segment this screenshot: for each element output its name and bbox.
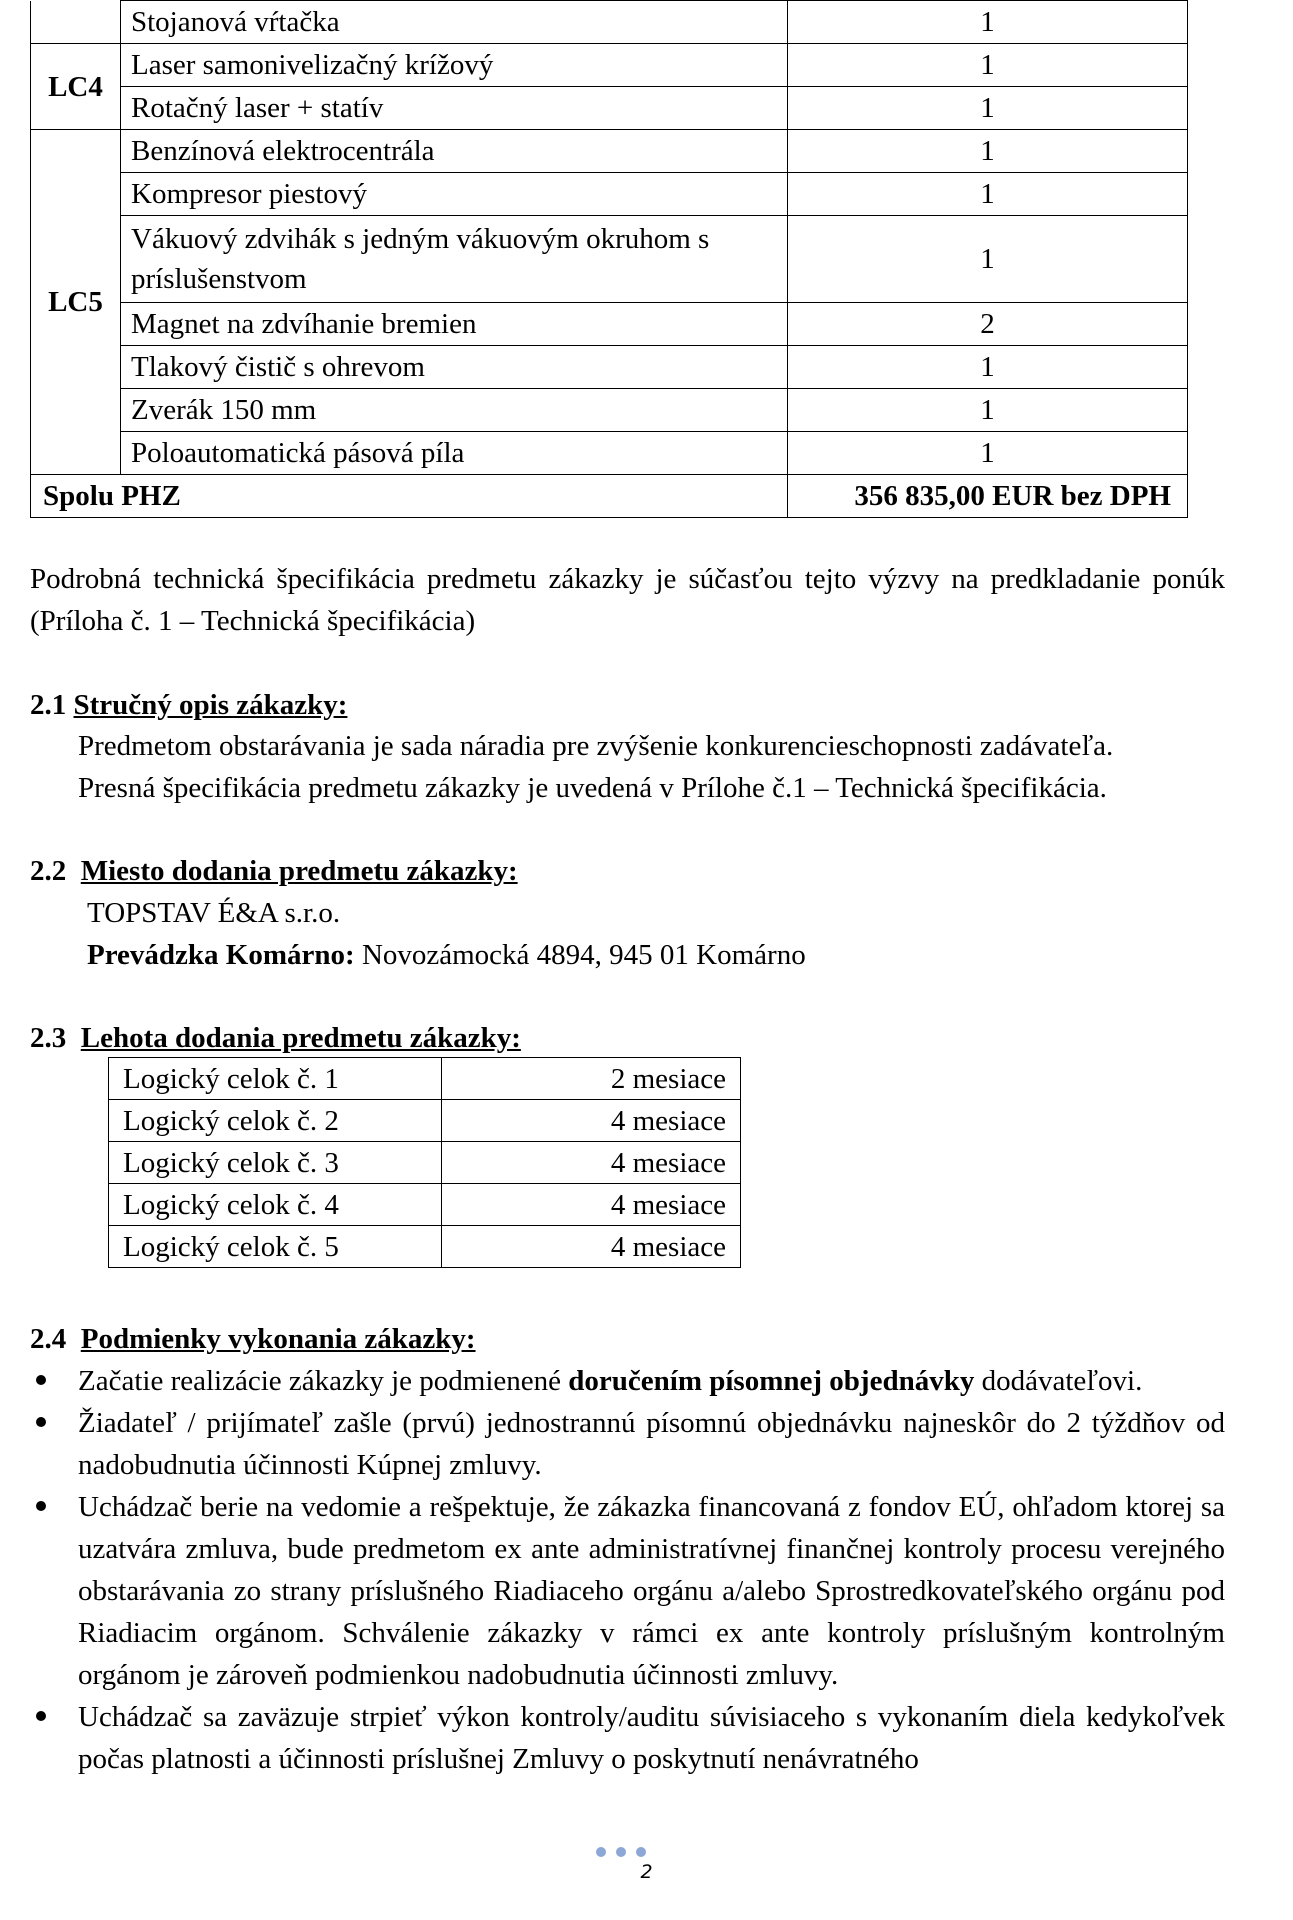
list-item bbox=[30, 1360, 1225, 1402]
page-number: 2 bbox=[640, 1861, 653, 1883]
table-row bbox=[31, 216, 1188, 303]
list-item bbox=[30, 1402, 1225, 1486]
section-2-2-heading bbox=[30, 850, 518, 892]
bullet-text: Uchádzač sa zaväzuje strpieť výkon kontroly/auditu súvisiaceho s vykonaním diela kedykoľvek počas platnosti a účinnosti príslušnej Zmluvy o poskytnutí nenávratného bbox=[78, 1701, 1225, 1775]
section-title: Podmienky vykonania zákazky: bbox=[80, 1323, 476, 1355]
lot-term: 4 mesiace bbox=[442, 1184, 741, 1226]
table-row bbox=[109, 1184, 741, 1226]
table-row bbox=[109, 1058, 741, 1100]
item-qty: 1 bbox=[788, 87, 1188, 130]
item-name: Vákuový zdvihák s jedným vákuovým okruhom s príslušenstvom bbox=[121, 216, 788, 303]
item-qty: 1 bbox=[788, 389, 1188, 432]
section-title: Lehota dodania predmetu zákazky: bbox=[80, 1022, 521, 1054]
lot-name: Logický celok č. 4 bbox=[109, 1184, 442, 1226]
lot-term: 4 mesiace bbox=[442, 1100, 741, 1142]
table-row bbox=[31, 432, 1188, 475]
section-number: 2.1 bbox=[30, 689, 74, 721]
lc-cell-empty bbox=[31, 1, 121, 44]
bullet-icon bbox=[36, 1711, 46, 1721]
lot-name: Logický celok č. 3 bbox=[109, 1142, 442, 1184]
item-qty: 1 bbox=[788, 130, 1188, 173]
item-name: Magnet na zdvíhanie bremien bbox=[121, 303, 788, 346]
item-qty: 1 bbox=[788, 432, 1188, 475]
table-row bbox=[31, 173, 1188, 216]
section-2-1-heading bbox=[30, 684, 347, 726]
table-row bbox=[31, 303, 1188, 346]
delivery-terms-table bbox=[108, 1057, 741, 1268]
item-qty: 1 bbox=[788, 1, 1188, 44]
company-name: TOPSTAV É&A s.r.o. bbox=[87, 897, 341, 929]
bullet-icon bbox=[36, 1417, 46, 1427]
section-2-4-heading bbox=[30, 1318, 476, 1360]
total-value: 356 835,00 EUR bez DPH bbox=[788, 475, 1188, 518]
item-name: Rotačný laser + statív bbox=[121, 87, 788, 130]
bullet-icon bbox=[36, 1501, 46, 1511]
section-number: 2.4 bbox=[30, 1323, 81, 1355]
item-name: Laser samonivelizačný krížový bbox=[121, 44, 788, 87]
item-qty: 1 bbox=[788, 44, 1188, 87]
site-label: Prevádzka Komárno: bbox=[87, 939, 355, 971]
item-name: Benzínová elektrocentrála bbox=[121, 130, 788, 173]
bullet-icon bbox=[36, 1375, 46, 1385]
bullet-text: Žiadateľ / prijímateľ zašle (prvú) jednostrannú písomnú objednávku najneskôr do 2 týždňov od nadobudnutia účinnosti Kúpnej zmluvy. bbox=[78, 1407, 1225, 1481]
lot-label-lc5: LC5 bbox=[31, 130, 121, 475]
bullet-text: dodávateľovi. bbox=[974, 1365, 1143, 1397]
item-name: Kompresor piestový bbox=[121, 173, 788, 216]
total-row bbox=[31, 475, 1188, 518]
table-row bbox=[31, 346, 1188, 389]
lot-label-lc4: LC4 bbox=[31, 44, 121, 130]
lot-term: 4 mesiace bbox=[442, 1226, 741, 1268]
item-name: Tlakový čistič s ohrevom bbox=[121, 346, 788, 389]
lot-name: Logický celok č. 5 bbox=[109, 1226, 442, 1268]
intro-paragraph: Podrobná technická špecifikácia predmetu zákazky je súčasťou tejto výzvy na predkladanie ponúk (Príloha č. 1 – Technická špecifikácia) bbox=[30, 563, 1225, 637]
table-row bbox=[109, 1226, 741, 1268]
bullet-text-bold: doručením písomnej objednávky bbox=[568, 1365, 975, 1397]
item-name: Stojanová vŕtačka bbox=[121, 1, 788, 44]
lot-term: 2 mesiace bbox=[442, 1058, 741, 1100]
footer-dots-icon bbox=[596, 1847, 652, 1859]
section-title: Stručný opis zákazky: bbox=[73, 689, 348, 721]
list-item bbox=[30, 1696, 1225, 1780]
table-row bbox=[109, 1100, 741, 1142]
table-row bbox=[31, 87, 1188, 130]
lot-term: 4 mesiace bbox=[442, 1142, 741, 1184]
lot-name: Logický celok č. 1 bbox=[109, 1058, 442, 1100]
bullet-text: Uchádzač berie na vedomie a rešpektuje, že zákazka financovaná z fondov EÚ, ohľadom ktorej sa uzatvára zmluva, bude predmetom ex ante administratívnej finančnej kontroly procesu verejného obstarávania zo strany príslušného Riadiaceho orgánu a/alebo Sprostredkovateľského orgánu pod Riadiacim orgánom. Schválenie zákazky v rámci ex ante kontroly príslušným kontrolným orgánom je zároveň podmienkou nadobudnutia účinnosti zmluvy. bbox=[78, 1491, 1225, 1691]
bullet-text: Začatie realizácie zákazky je podmienené bbox=[78, 1365, 569, 1397]
section-number: 2.2 bbox=[30, 855, 81, 887]
site-address: Novozámocká 4894, 945 01 Komárno bbox=[354, 939, 806, 971]
table-row bbox=[31, 130, 1188, 173]
section-2-1-line2: Presná špecifikácia predmetu zákazky je uvedená v Prílohe č.1 – Technická špecifikácia. bbox=[78, 772, 1107, 804]
section-title: Miesto dodania predmetu zákazky: bbox=[80, 855, 518, 887]
item-qty: 1 bbox=[788, 216, 1188, 303]
total-label: Spolu PHZ bbox=[31, 475, 788, 518]
item-qty: 1 bbox=[788, 173, 1188, 216]
item-qty: 2 bbox=[788, 303, 1188, 346]
section-2-1-line1: Predmetom obstarávania je sada náradia pre zvýšenie konkurencieschopnosti zadávateľa. bbox=[78, 730, 1114, 762]
conditions-list bbox=[30, 1360, 1225, 1780]
table-row bbox=[31, 1, 1188, 44]
items-table bbox=[30, 0, 1188, 518]
table-row bbox=[31, 389, 1188, 432]
table-row bbox=[31, 44, 1188, 87]
list-item bbox=[30, 1486, 1225, 1696]
section-2-3-heading bbox=[30, 1017, 521, 1059]
item-qty: 1 bbox=[788, 346, 1188, 389]
table-row bbox=[109, 1142, 741, 1184]
item-name: Poloautomatická pásová píla bbox=[121, 432, 788, 475]
delivery-site bbox=[87, 934, 1237, 976]
item-name: Zverák 150 mm bbox=[121, 389, 788, 432]
lot-name: Logický celok č. 2 bbox=[109, 1100, 442, 1142]
section-number: 2.3 bbox=[30, 1022, 81, 1054]
